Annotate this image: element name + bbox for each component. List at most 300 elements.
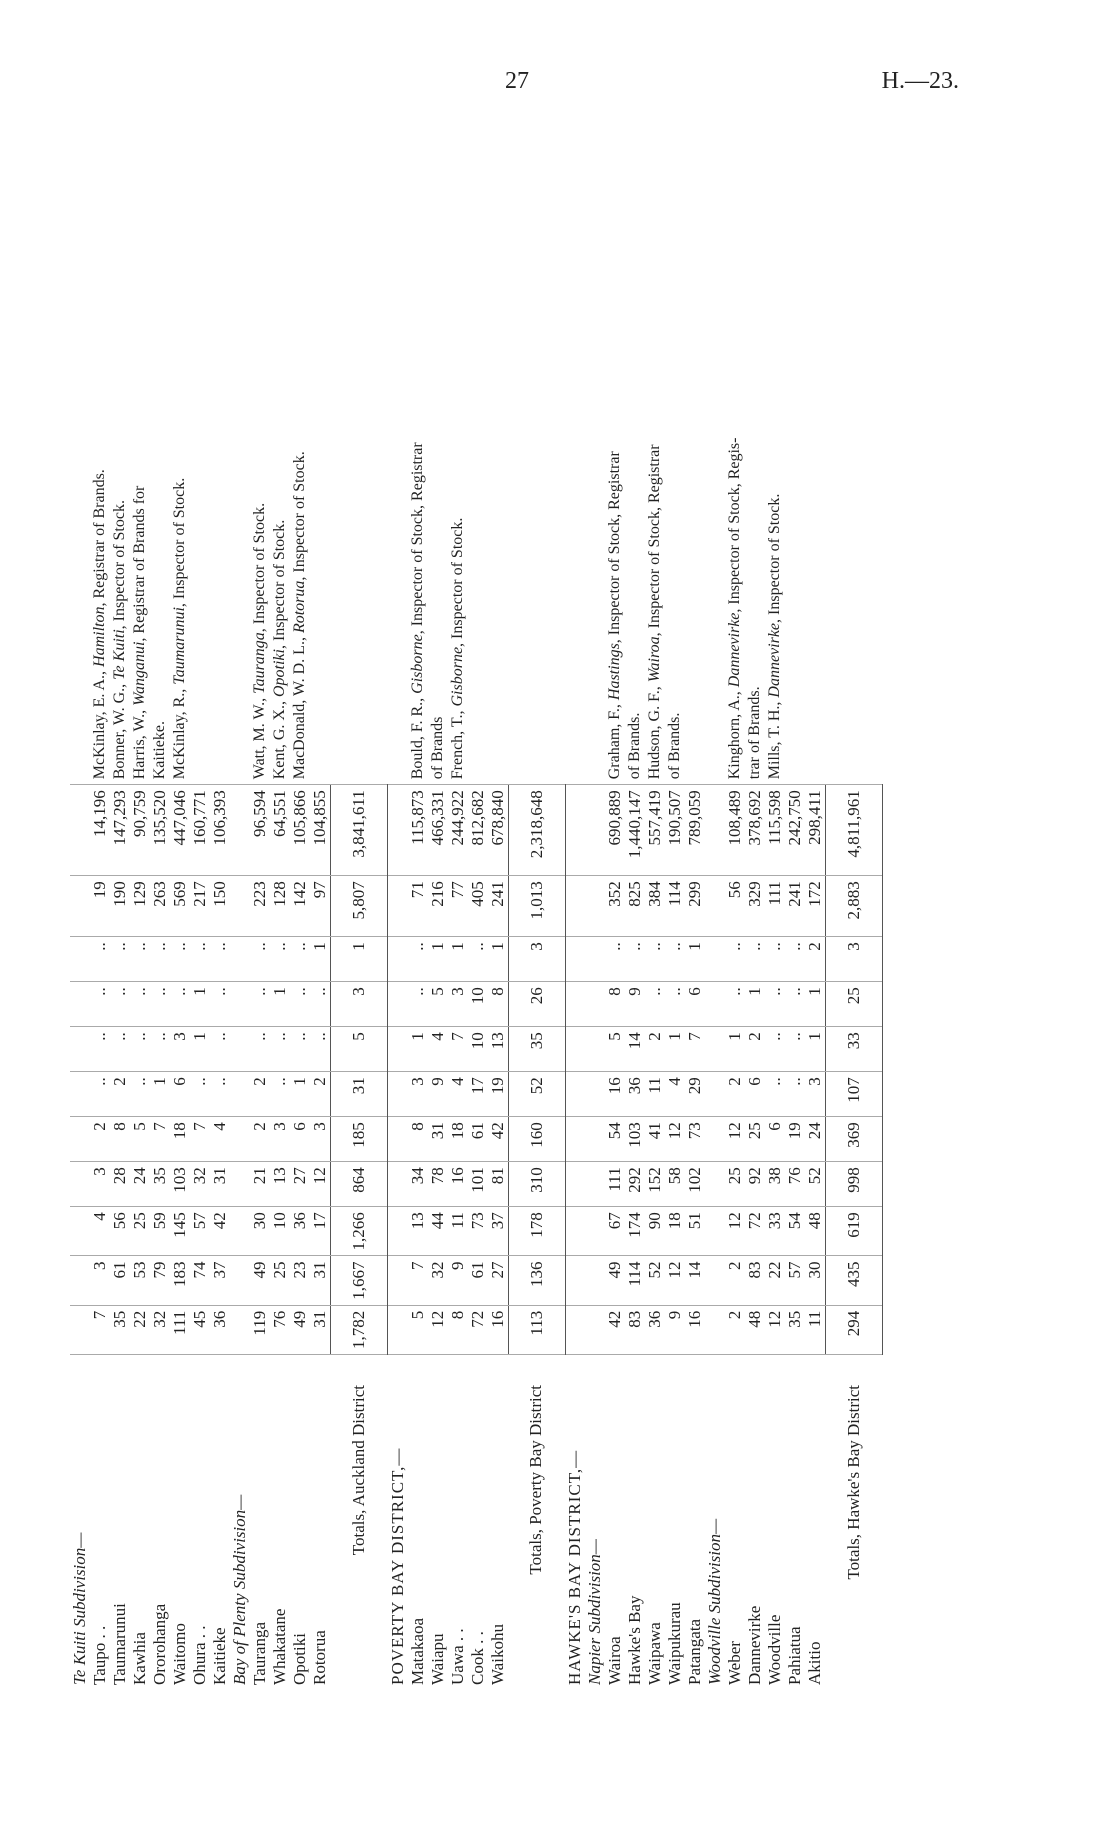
cell-value: 5 [428, 982, 448, 1027]
cell-value: 178 [508, 1207, 565, 1256]
cell-value: 216 [428, 876, 448, 937]
cell-value: 90 [645, 1207, 665, 1256]
cell-value: 2 [310, 1072, 331, 1117]
row-label: Totals, Auckland District [348, 1385, 368, 1556]
empty-cell [230, 1027, 250, 1072]
section-heading-row [388, 214, 408, 1690]
cell-value: 1 [310, 937, 331, 982]
place-name: Wanganui [131, 641, 148, 706]
remarks-cell: of Brands [428, 214, 448, 785]
empty-cell [565, 937, 585, 982]
table-row [310, 214, 331, 1690]
cell-value: 4 [665, 1072, 685, 1117]
cell-value: 54 [605, 1117, 625, 1162]
cell-value: .. [210, 937, 230, 982]
empty-cell [565, 214, 585, 785]
cell-value: 61 [468, 1117, 488, 1162]
empty-cell [565, 785, 585, 876]
cell-value: 27 [290, 1162, 310, 1207]
empty-cell [565, 982, 585, 1027]
empty-cell [705, 1027, 725, 1072]
empty-cell [705, 876, 725, 937]
section-heading-row [565, 214, 585, 1690]
cell-value: 160,771 [190, 785, 210, 876]
remarks-cell [785, 214, 805, 785]
cell-value: .. [110, 982, 130, 1027]
cell-value: 29 [685, 1072, 705, 1117]
cell-value: 378,692 [745, 785, 765, 876]
cell-value: 3 [331, 982, 388, 1027]
cell-value: .. [130, 937, 150, 982]
cell-value: 52 [645, 1256, 665, 1305]
remarks-cell: trar of Brands. [745, 214, 765, 785]
cell-value: .. [90, 937, 110, 982]
row-label: Akitio [805, 1641, 824, 1685]
cell-value: 2 [110, 1072, 130, 1117]
cell-value: 16 [448, 1162, 468, 1207]
cell-value: 147,293 [110, 785, 130, 876]
row-label: Woodville [765, 1614, 784, 1685]
total-row [331, 214, 388, 1690]
cell-value: 190 [110, 876, 130, 937]
empty-cell [70, 1027, 90, 1072]
remarks-cell [685, 214, 705, 785]
row-label: Tauranga [250, 1622, 269, 1685]
row-label: Totals, Poverty Bay District [526, 1385, 545, 1575]
cell-value: 92 [745, 1162, 765, 1207]
remarks-cell: McKinlay, R., Taumarunui, Inspector of Stock. [170, 214, 190, 785]
place-name: Gisborne [448, 646, 466, 707]
empty-cell [70, 1305, 90, 1354]
cell-value: .. [150, 982, 170, 1027]
remarks-cell: of Brands. [665, 214, 685, 785]
cell-value: 31 [310, 1305, 331, 1354]
cell-value: 2 [725, 1305, 745, 1354]
cell-value: 10 [270, 1207, 290, 1256]
place-name: Te Kuiti [111, 629, 128, 680]
cell-value: 405 [468, 876, 488, 937]
empty-cell [70, 1207, 90, 1256]
cell-value: 2,318,648 [508, 785, 565, 876]
remarks-cell [331, 214, 388, 785]
cell-value: 825 [625, 876, 645, 937]
empty-cell [70, 1162, 90, 1207]
cell-value: 3 [170, 1027, 190, 1072]
stock-returns-table [70, 214, 883, 1690]
cell-value: 57 [785, 1256, 805, 1305]
cell-value: .. [270, 1027, 290, 1072]
cell-value: 54 [785, 1207, 805, 1256]
cell-value: 619 [826, 1207, 883, 1256]
cell-value: 9 [448, 1256, 468, 1305]
empty-cell [230, 1162, 250, 1207]
cell-value: 557,419 [645, 785, 665, 876]
table-row [250, 214, 270, 1690]
cell-value: .. [130, 1027, 150, 1072]
empty-cell [585, 1072, 605, 1117]
row-label: Kawhia [130, 1632, 149, 1685]
cell-value: 998 [826, 1162, 883, 1207]
cell-value: 128 [270, 876, 290, 937]
cell-value: 52 [805, 1162, 826, 1207]
cell-value: 1,266 [331, 1207, 388, 1256]
cell-value: 25 [725, 1162, 745, 1207]
cell-value: 12 [725, 1207, 745, 1256]
cell-value: 115,598 [765, 785, 785, 876]
cell-value: 4 [448, 1072, 468, 1117]
cell-value: 18 [170, 1117, 190, 1162]
cell-value: 10 [468, 1027, 488, 1072]
cell-value: .. [785, 1027, 805, 1072]
cell-value: 16 [488, 1305, 509, 1354]
remarks-cell: McKinlay, E. A., Hamilton, Registrar of Brands. [90, 214, 110, 785]
cell-value: 8 [110, 1117, 130, 1162]
cell-value: 150 [210, 876, 230, 937]
empty-cell [705, 1256, 725, 1305]
remarks-cell: of Brands. [625, 214, 645, 785]
cell-value: 72 [745, 1207, 765, 1256]
cell-value: .. [110, 1027, 130, 1072]
cell-value: 59 [150, 1207, 170, 1256]
cell-value: 48 [745, 1305, 765, 1354]
empty-cell [705, 785, 725, 876]
empty-cell [585, 214, 605, 785]
cell-value: 53 [130, 1256, 150, 1305]
empty-cell [70, 876, 90, 937]
cell-value: 4 [90, 1207, 110, 1256]
cell-value: .. [645, 982, 665, 1027]
empty-cell [705, 1162, 725, 1207]
cell-value: 1 [665, 1027, 685, 1072]
cell-value: 7 [408, 1256, 428, 1305]
cell-value: 136 [508, 1256, 565, 1305]
cell-value: 74 [190, 1256, 210, 1305]
cell-value: 2 [725, 1256, 745, 1305]
remarks-cell [210, 214, 230, 785]
cell-value: .. [270, 937, 290, 982]
cell-value: .. [210, 982, 230, 1027]
empty-cell [388, 937, 408, 982]
empty-cell [585, 937, 605, 982]
cell-value: 26 [508, 982, 565, 1027]
cell-value: 25 [270, 1256, 290, 1305]
cell-value: 34 [408, 1162, 428, 1207]
cell-value: .. [665, 937, 685, 982]
cell-value: 1 [331, 937, 388, 982]
empty-cell [585, 1256, 605, 1305]
cell-value: 5 [130, 1117, 150, 1162]
empty-cell [230, 214, 250, 785]
place-name: Rotorua [291, 580, 308, 634]
cell-value: 24 [130, 1162, 150, 1207]
cell-value: 569 [170, 876, 190, 937]
cell-value: .. [408, 982, 428, 1027]
table-row [90, 214, 110, 1690]
cell-value: 3 [448, 982, 468, 1027]
remarks-cell: Bould, F. R., Gisborne, Inspector of Stock, Registrar [408, 214, 428, 785]
empty-cell [230, 1117, 250, 1162]
remarks-cell: Kinghorn, A., Dannevirke, Inspector of Stock, Regis- [725, 214, 745, 785]
cell-value: .. [665, 982, 685, 1027]
table-row [468, 214, 488, 1690]
empty-cell [585, 1117, 605, 1162]
cell-value: 678,840 [488, 785, 509, 876]
cell-value: 2 [805, 937, 826, 982]
cell-value: 13 [408, 1207, 428, 1256]
cell-value: 294 [826, 1305, 883, 1354]
cell-value: 13 [488, 1027, 509, 1072]
table-row [645, 214, 665, 1690]
empty-cell [70, 1117, 90, 1162]
cell-value: 8 [408, 1117, 428, 1162]
row-label: Weber [725, 1641, 744, 1685]
empty-cell [585, 982, 605, 1027]
cell-value: 241 [488, 876, 509, 937]
page-reference: H.—23. [881, 68, 959, 94]
empty-cell [388, 1207, 408, 1256]
cell-value: 45 [190, 1305, 210, 1354]
cell-value: .. [130, 982, 150, 1027]
cell-value: 35 [508, 1027, 565, 1072]
cell-value: 223 [250, 876, 270, 937]
table-row [290, 214, 310, 1690]
cell-value: 90,759 [130, 785, 150, 876]
cell-value: 35 [785, 1305, 805, 1354]
cell-value: 97 [310, 876, 331, 937]
cell-value: 27 [488, 1256, 509, 1305]
place-name: Hastings [606, 643, 623, 701]
cell-value: 3,841,611 [331, 785, 388, 876]
place-name: Dannevirke [726, 612, 743, 688]
cell-value: 32 [428, 1256, 448, 1305]
table-row [408, 214, 428, 1690]
cell-value: 3 [310, 1117, 331, 1162]
empty-cell [230, 1256, 250, 1305]
cell-value: 384 [645, 876, 665, 937]
empty-cell [705, 937, 725, 982]
cell-value: 114 [625, 1256, 645, 1305]
row-label: Bay of Plenty Subdivision— [230, 1494, 249, 1685]
cell-value: 114 [665, 876, 685, 937]
cell-value: 49 [290, 1305, 310, 1354]
cell-value: 36 [210, 1305, 230, 1354]
row-label: HAWKE'S BAY DISTRICT,— [565, 1449, 584, 1685]
cell-value: 32 [190, 1162, 210, 1207]
cell-value: .. [170, 937, 190, 982]
empty-cell [70, 1256, 90, 1305]
cell-value: .. [250, 982, 270, 1027]
cell-value: .. [190, 1072, 210, 1117]
cell-value: 28 [110, 1162, 130, 1207]
cell-value: 812,682 [468, 785, 488, 876]
cell-value: 4 [428, 1027, 448, 1072]
cell-value: 103 [170, 1162, 190, 1207]
total-row [508, 214, 565, 1690]
cell-value: 14 [625, 1027, 645, 1072]
cell-value: 19 [488, 1072, 509, 1117]
cell-value: 1,440,147 [625, 785, 645, 876]
cell-value: 42 [488, 1117, 509, 1162]
cell-value: .. [290, 937, 310, 982]
row-label: Ohura . . [190, 1625, 209, 1685]
cell-value: 8 [488, 982, 509, 1027]
empty-cell [585, 785, 605, 876]
cell-value: 7 [685, 1027, 705, 1072]
row-label: Whakatane [270, 1608, 289, 1685]
cell-value: 111 [170, 1305, 190, 1354]
cell-value: 56 [725, 876, 745, 937]
row-label: Rotorua [310, 1630, 329, 1685]
cell-value: 36 [290, 1207, 310, 1256]
empty-cell [565, 1027, 585, 1072]
remarks-cell [190, 214, 210, 785]
section-heading-row [585, 214, 605, 1690]
empty-cell [388, 214, 408, 785]
empty-cell [70, 1072, 90, 1117]
table-row [210, 214, 230, 1690]
empty-cell [388, 1162, 408, 1207]
empty-cell [585, 1305, 605, 1354]
cell-value: 14 [685, 1256, 705, 1305]
cell-value: 1 [270, 982, 290, 1027]
place-name: Dannevirke [766, 622, 783, 698]
cell-value: 1 [290, 1072, 310, 1117]
cell-value: 6 [290, 1117, 310, 1162]
empty-cell [705, 982, 725, 1027]
empty-cell [705, 1207, 725, 1256]
cell-value: 24 [805, 1117, 826, 1162]
empty-cell [585, 876, 605, 937]
cell-value: 23 [290, 1256, 310, 1305]
row-label: Ororohanga [150, 1603, 169, 1685]
cell-value: 7 [190, 1117, 210, 1162]
cell-value: 217 [190, 876, 210, 937]
row-label: Waikohu [487, 1624, 507, 1685]
cell-value: .. [90, 1072, 110, 1117]
remarks-cell [826, 214, 883, 785]
cell-value: 104,855 [310, 785, 331, 876]
cell-value: 73 [468, 1207, 488, 1256]
cell-value: 42 [210, 1207, 230, 1256]
cell-value: .. [725, 982, 745, 1027]
cell-value: 16 [605, 1072, 625, 1117]
table-row [170, 214, 190, 1690]
empty-cell [230, 785, 250, 876]
cell-value: .. [210, 1072, 230, 1117]
cell-value: 106,393 [210, 785, 230, 876]
cell-value: 142 [290, 876, 310, 937]
empty-cell [565, 1305, 585, 1354]
table-row [765, 214, 785, 1690]
cell-value: 79 [150, 1256, 170, 1305]
table-row [488, 214, 509, 1690]
remarks-cell [310, 214, 331, 785]
cell-value: 11 [805, 1305, 826, 1354]
row-label: Hawke's Bay [625, 1595, 644, 1685]
cell-value: 7 [90, 1305, 110, 1354]
cell-value: .. [250, 1027, 270, 1072]
cell-value: 67 [605, 1207, 625, 1256]
cell-value: 103 [625, 1117, 645, 1162]
cell-value: 5 [605, 1027, 625, 1072]
cell-value: 12 [310, 1162, 331, 1207]
cell-value: 77 [448, 876, 468, 937]
cell-value: 9 [625, 982, 645, 1027]
place-name: Wairoa [646, 636, 663, 683]
cell-value: 6 [765, 1117, 785, 1162]
cell-value: 135,520 [150, 785, 170, 876]
cell-value: 119 [250, 1305, 270, 1354]
remarks-cell [488, 214, 509, 785]
empty-cell [388, 876, 408, 937]
empty-cell [388, 982, 408, 1027]
cell-value: 7 [150, 1117, 170, 1162]
cell-value: 11 [448, 1207, 468, 1256]
cell-value: 447,046 [170, 785, 190, 876]
cell-value: .. [90, 982, 110, 1027]
cell-value: 129 [130, 876, 150, 937]
cell-value: 25 [130, 1207, 150, 1256]
cell-value: 51 [685, 1207, 705, 1256]
row-label: Patangata [685, 1618, 704, 1685]
cell-value: .. [765, 937, 785, 982]
cell-value: 5 [331, 1027, 388, 1072]
cell-value: .. [290, 982, 310, 1027]
table-row [725, 214, 745, 1690]
cell-value: 2 [645, 1027, 665, 1072]
empty-cell [388, 785, 408, 876]
cell-value: .. [210, 1027, 230, 1072]
remarks-cell: Harris, W., Wanganui, Registrar of Brands for [130, 214, 150, 785]
cell-value: 25 [826, 982, 883, 1027]
cell-value: .. [645, 937, 665, 982]
cell-value: 57 [190, 1207, 210, 1256]
cell-value: 789,059 [685, 785, 705, 876]
remarks-cell: Watt, M. W., Tauranga, Inspector of Stock. [250, 214, 270, 785]
place-name: Hamilton [91, 606, 108, 667]
empty-cell [70, 937, 90, 982]
cell-value: .. [785, 937, 805, 982]
cell-value: 111 [605, 1162, 625, 1207]
cell-value: 36 [645, 1305, 665, 1354]
empty-cell [565, 1256, 585, 1305]
cell-value: 113 [508, 1305, 565, 1354]
cell-value: 13 [270, 1162, 290, 1207]
cell-value: 298,411 [805, 785, 826, 876]
cell-value: 16 [685, 1305, 705, 1354]
table-row [665, 214, 685, 1690]
row-label: Waipukurau [665, 1602, 684, 1685]
cell-value: 9 [665, 1305, 685, 1354]
cell-value: 145 [170, 1207, 190, 1256]
cell-value: .. [150, 937, 170, 982]
table-row [685, 214, 705, 1690]
empty-cell [565, 1162, 585, 1207]
cell-value: 5 [408, 1305, 428, 1354]
empty-cell [585, 1162, 605, 1207]
table-row [428, 214, 448, 1690]
cell-value: 22 [130, 1305, 150, 1354]
table-row [270, 214, 290, 1690]
cell-value: .. [765, 982, 785, 1027]
table-row [805, 214, 826, 1690]
cell-value: 466,331 [428, 785, 448, 876]
cell-value: 108,489 [725, 785, 745, 876]
cell-value: 152 [645, 1162, 665, 1207]
cell-value: 2 [90, 1117, 110, 1162]
cell-value: .. [130, 1072, 150, 1117]
cell-value: 22 [765, 1256, 785, 1305]
